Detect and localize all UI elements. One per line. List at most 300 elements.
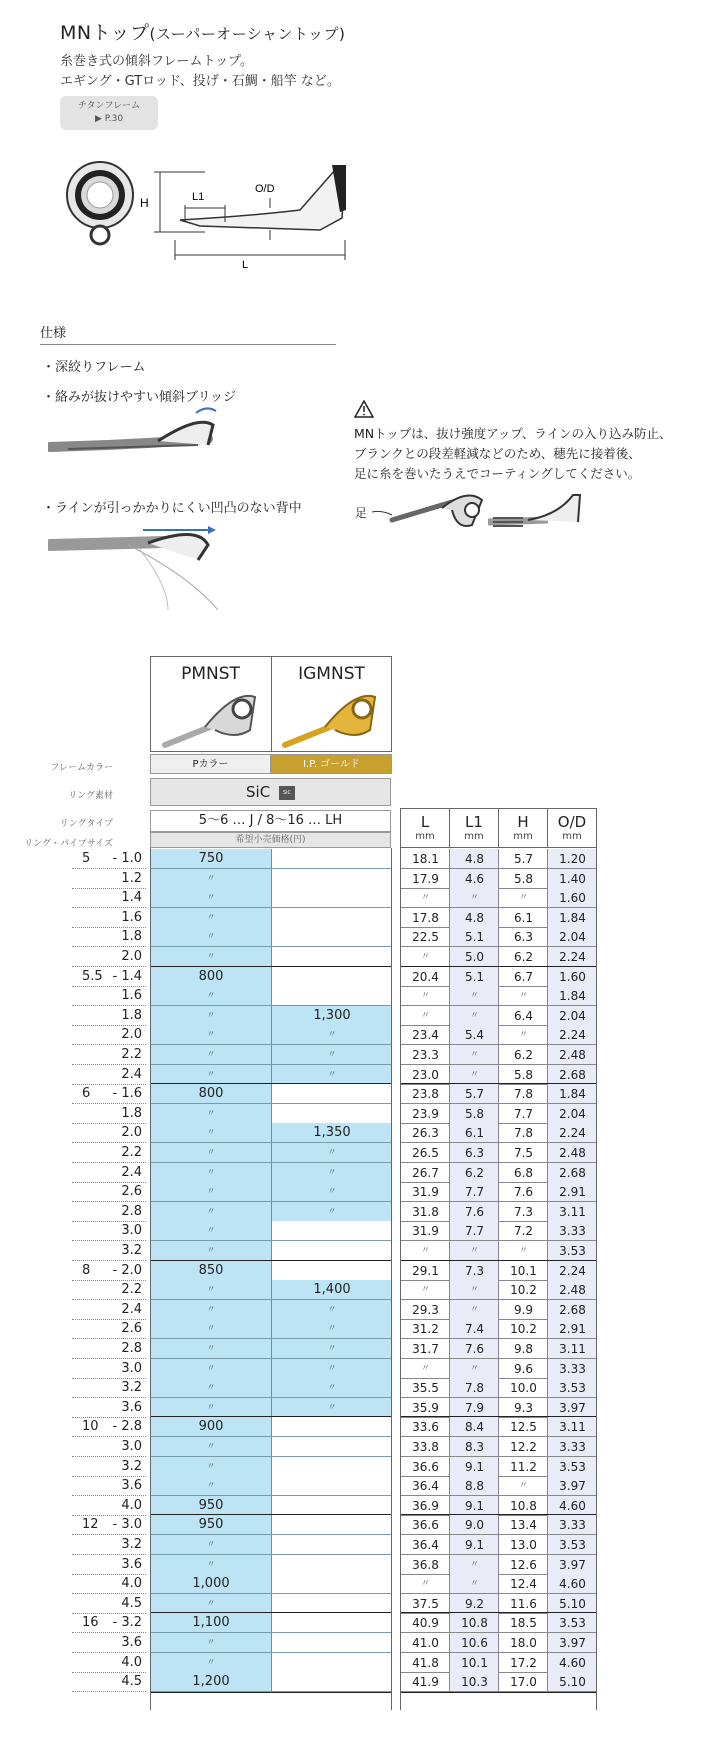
- dim-od: 4.60: [547, 1496, 597, 1516]
- pmnst-price: 1,000: [151, 1574, 271, 1594]
- dim-l1: 8.3: [449, 1437, 499, 1457]
- dim-l: 〃: [400, 1006, 450, 1026]
- dim-l: 36.4: [400, 1476, 450, 1496]
- igmnst-price: [271, 1457, 392, 1477]
- size-cell: [72, 1653, 146, 1673]
- dim-l: 31.2: [400, 1319, 450, 1339]
- pmnst-price: 〃: [151, 869, 271, 889]
- dim-od: 2.24: [547, 1123, 597, 1143]
- dim-od: 2.91: [547, 1182, 597, 1202]
- dim-l: 20.4: [400, 967, 450, 987]
- igmnst-price: 〃: [271, 1202, 392, 1222]
- pipe-size: 2.6: [121, 1321, 142, 1336]
- dim-l1: 5.4: [449, 1025, 499, 1045]
- diagram-label-l: L: [242, 259, 249, 270]
- ring-size: 8: [82, 1263, 91, 1278]
- igmnst-product-image: [280, 685, 380, 749]
- warning-icon: [354, 400, 374, 418]
- pmnst-price: 750: [151, 849, 271, 869]
- igmnst-price: 〃: [271, 1398, 392, 1418]
- dim-l: 36.4: [400, 1535, 450, 1555]
- pmnst-price: 〃: [151, 1006, 271, 1026]
- dim-l1: 4.8: [449, 849, 499, 869]
- dim-l1: 9.0: [449, 1515, 499, 1535]
- pipe-size: 3.0: [121, 1361, 142, 1376]
- pipe-size: 1.6: [121, 910, 142, 925]
- dim-od: 3.97: [547, 1633, 597, 1653]
- size-cell: [72, 1182, 146, 1202]
- igmnst-price: 1,400: [271, 1280, 392, 1300]
- label-size: リング・パイプサイズ: [24, 839, 113, 849]
- dim-od: 3.11: [547, 1339, 597, 1359]
- pmnst-price: 〃: [151, 1359, 271, 1379]
- pipe-size: - 1.0: [112, 851, 142, 866]
- dim-od: 3.53: [547, 1457, 597, 1477]
- dim-header-value: L1: [465, 813, 483, 831]
- dim-od: 2.24: [547, 947, 597, 967]
- pipe-size: 3.0: [121, 1223, 142, 1238]
- pipe-size: 4.0: [121, 1655, 142, 1670]
- dim-l: 29.3: [400, 1300, 450, 1320]
- dim-l1: 9.1: [449, 1496, 499, 1516]
- igmnst-price: 〃: [271, 1300, 392, 1320]
- size-cell: [72, 1241, 146, 1261]
- size-cell: [72, 967, 146, 987]
- igmnst-price: [271, 1221, 392, 1241]
- dim-h: 10.2: [498, 1319, 548, 1339]
- dim-od: 2.68: [547, 1065, 597, 1085]
- dim-l: 〃: [400, 1241, 450, 1261]
- guide-foot-illustration: [372, 490, 492, 540]
- dim-l: 35.9: [400, 1398, 450, 1418]
- ring-size: 6: [82, 1086, 91, 1101]
- dim-od: 3.33: [547, 1359, 597, 1379]
- igmnst-price: [271, 888, 392, 908]
- pmnst-price: 900: [151, 1417, 271, 1437]
- dim-od: 3.33: [547, 1437, 597, 1457]
- dim-l: 23.4: [400, 1025, 450, 1045]
- pipe-size: 1.2: [121, 871, 142, 886]
- dim-l1: 〃: [449, 1241, 499, 1261]
- igmnst-price: [271, 1496, 392, 1516]
- dim-h: 10.1: [498, 1261, 548, 1281]
- pipe-size: 3.6: [121, 1635, 142, 1650]
- igmnst-price: [271, 1613, 392, 1633]
- pipe-size: 2.4: [121, 1302, 142, 1317]
- dim-od: 2.24: [547, 1025, 597, 1045]
- size-cell: [72, 927, 146, 947]
- size-cell: [72, 986, 146, 1006]
- dim-od: 2.91: [547, 1319, 597, 1339]
- size-cell: [72, 849, 146, 869]
- size-cell: [72, 1437, 146, 1457]
- dim-l1: 〃: [449, 1300, 499, 1320]
- igmnst-price: [271, 849, 392, 869]
- dim-od: 3.53: [547, 1613, 597, 1633]
- pmnst-price: 〃: [151, 908, 271, 928]
- dim-h: 10.0: [498, 1378, 548, 1398]
- size-cell: [72, 1006, 146, 1026]
- pipe-size: 2.2: [121, 1282, 142, 1297]
- pmnst-price: 850: [151, 1261, 271, 1281]
- pipe-size: 2.2: [121, 1047, 142, 1062]
- dim-l: 31.7: [400, 1339, 450, 1359]
- diagram-label-l1: L1: [192, 191, 205, 203]
- pipe-size: - 2.8: [112, 1419, 142, 1434]
- dim-l: 26.5: [400, 1143, 450, 1163]
- dim-l1: 5.1: [449, 927, 499, 947]
- title-sub: (スーパーオーシャントップ): [149, 25, 346, 43]
- smooth-back-illustration: [48, 515, 228, 615]
- dim-h: 5.8: [498, 1065, 548, 1085]
- ring-material-bar: [150, 778, 391, 806]
- dim-h: 6.2: [498, 1045, 548, 1065]
- specs-divider: [40, 344, 336, 345]
- dim-l1: 10.8: [449, 1613, 499, 1633]
- igmnst-price: [271, 1241, 392, 1261]
- pipe-size: 4.5: [121, 1596, 142, 1611]
- ring-size: 5.5: [82, 969, 103, 984]
- frame-color-ip-gold: I.P. ゴールド: [271, 754, 392, 774]
- specs-heading: 仕様: [40, 326, 67, 341]
- pipe-size: 2.8: [121, 1204, 142, 1219]
- size-cell: [72, 1672, 146, 1692]
- dim-od: 1.84: [547, 986, 597, 1006]
- dim-header-unit: mm: [415, 831, 435, 842]
- pipe-size: - 3.2: [112, 1615, 142, 1630]
- dim-od: 2.48: [547, 1045, 597, 1065]
- size-cell: [72, 1261, 146, 1281]
- pipe-size: 2.4: [121, 1165, 142, 1180]
- dim-od: 5.10: [547, 1672, 597, 1692]
- dim-l: 33.6: [400, 1417, 450, 1437]
- dim-l: 26.7: [400, 1163, 450, 1183]
- bridge-illustration: [48, 405, 218, 465]
- dim-l: 23.9: [400, 1104, 450, 1124]
- size-cell: [72, 1025, 146, 1045]
- pipe-size: - 2.0: [112, 1263, 142, 1278]
- pipe-size: 2.0: [121, 1027, 142, 1042]
- dim-header-2: [498, 808, 548, 848]
- spec-bullet-2: ・絡みが抜けやすい傾斜ブリッジ: [42, 390, 236, 405]
- ring-size: 10: [82, 1419, 99, 1434]
- dim-l1: 〃: [449, 888, 499, 908]
- dim-l: 40.9: [400, 1613, 450, 1633]
- dim-h: 5.8: [498, 869, 548, 889]
- dim-od: 5.10: [547, 1594, 597, 1614]
- pipe-size: 1.4: [121, 890, 142, 905]
- dim-h: 9.9: [498, 1300, 548, 1320]
- dim-table-right-border: [596, 848, 597, 1710]
- dim-table-left-border: [400, 848, 401, 1710]
- igmnst-price: 〃: [271, 1378, 392, 1398]
- pmnst-price: 〃: [151, 888, 271, 908]
- pmnst-price: 800: [151, 1084, 271, 1104]
- pipe-size: 2.0: [121, 1125, 142, 1140]
- dim-l1: 9.1: [449, 1457, 499, 1477]
- dim-header-value: L: [420, 813, 430, 831]
- pipe-size: 1.8: [121, 1106, 142, 1121]
- dim-l: 41.8: [400, 1653, 450, 1673]
- dim-od: 2.04: [547, 1006, 597, 1026]
- size-cell: [72, 1202, 146, 1222]
- size-cell: [72, 1084, 146, 1104]
- dim-l1: 〃: [449, 1065, 499, 1085]
- pmnst-price: 〃: [151, 1339, 271, 1359]
- dim-od: 2.48: [547, 1280, 597, 1300]
- dim-l1: 9.2: [449, 1594, 499, 1614]
- dim-l: 35.5: [400, 1378, 450, 1398]
- igmnst-price: [271, 986, 392, 1006]
- dim-l1: 7.3: [449, 1261, 499, 1281]
- igmnst-price: [271, 1672, 392, 1692]
- igmnst-price: 1,300: [271, 1006, 392, 1026]
- ring-size: 5: [82, 851, 91, 866]
- pmnst-price: 800: [151, 967, 271, 987]
- pmnst-price: 〃: [151, 1555, 271, 1575]
- pipe-size: 3.6: [121, 1557, 142, 1572]
- dim-l: 〃: [400, 1574, 450, 1594]
- pipe-size: 4.0: [121, 1576, 142, 1591]
- pipe-size: 1.8: [121, 1008, 142, 1023]
- size-cell: [72, 1319, 146, 1339]
- dim-od: 2.04: [547, 1104, 597, 1124]
- dim-h: 6.1: [498, 908, 548, 928]
- dim-l1: 〃: [449, 1006, 499, 1026]
- pmnst-price: 950: [151, 1515, 271, 1535]
- igmnst-price: 〃: [271, 1319, 392, 1339]
- dim-od: 2.24: [547, 1261, 597, 1281]
- dim-h: 17.0: [498, 1672, 548, 1692]
- dim-l1: 8.8: [449, 1476, 499, 1496]
- dim-h: 6.4: [498, 1006, 548, 1026]
- dim-od: 2.68: [547, 1300, 597, 1320]
- igmnst-price: [271, 947, 392, 967]
- dim-h: 7.3: [498, 1202, 548, 1222]
- pmnst-price: 〃: [151, 1300, 271, 1320]
- dim-l: 37.5: [400, 1594, 450, 1614]
- dim-header-unit: mm: [513, 831, 533, 842]
- pipe-size: 3.6: [121, 1478, 142, 1493]
- pipe-size: 3.2: [121, 1243, 142, 1258]
- dim-od: 3.53: [547, 1378, 597, 1398]
- titanium-frame-badge[interactable]: [60, 96, 158, 130]
- dim-header-value: H: [517, 813, 529, 831]
- pipe-size: 3.2: [121, 1537, 142, 1552]
- igmnst-price: [271, 1417, 392, 1437]
- dim-l1: 7.9: [449, 1398, 499, 1418]
- size-cell: [72, 1574, 146, 1594]
- dim-l: 36.8: [400, 1555, 450, 1575]
- dim-h: 9.8: [498, 1339, 548, 1359]
- pmnst-price: 〃: [151, 1182, 271, 1202]
- size-cell: [72, 1535, 146, 1555]
- dim-h: 18.0: [498, 1633, 548, 1653]
- size-cell: [72, 1163, 146, 1183]
- dim-h: 7.5: [498, 1143, 548, 1163]
- dim-h: 5.7: [498, 849, 548, 869]
- dim-od: 3.53: [547, 1535, 597, 1555]
- dim-header-unit: mm: [562, 831, 582, 842]
- dim-l1: 7.6: [449, 1339, 499, 1359]
- dim-h: 10.2: [498, 1280, 548, 1300]
- igmnst-price: 〃: [271, 1065, 392, 1085]
- frame-color-p: Pカラー: [150, 754, 271, 774]
- foot-label: 足: [355, 506, 368, 520]
- dim-l1: 10.3: [449, 1672, 499, 1692]
- dim-h: 7.8: [498, 1084, 548, 1104]
- wrapped-guide-illustration: [488, 490, 588, 540]
- pipe-size: 1.8: [121, 929, 142, 944]
- dim-od: 3.97: [547, 1398, 597, 1418]
- dim-l1: 5.1: [449, 967, 499, 987]
- pmnst-price: 〃: [151, 1457, 271, 1477]
- dim-od: 3.33: [547, 1221, 597, 1241]
- description-1: 糸巻き式の傾斜フレームトップ。: [60, 54, 254, 69]
- pipe-size: - 3.0: [112, 1517, 142, 1532]
- page-title: [60, 18, 345, 45]
- pmnst-price: 〃: [151, 1398, 271, 1418]
- pmnst-price: 〃: [151, 1535, 271, 1555]
- size-cell: [72, 869, 146, 889]
- pmnst-price: 〃: [151, 1378, 271, 1398]
- dim-header-1: [449, 808, 499, 848]
- dim-h: 6.3: [498, 927, 548, 947]
- size-cell: [72, 1476, 146, 1496]
- label-ring-material: リング素材: [68, 791, 113, 801]
- dim-od: 4.60: [547, 1574, 597, 1594]
- dim-l: 23.0: [400, 1065, 450, 1085]
- dim-l: 〃: [400, 888, 450, 908]
- dim-h: 6.8: [498, 1163, 548, 1183]
- dim-od: 3.11: [547, 1417, 597, 1437]
- size-cell: [72, 1104, 146, 1124]
- dim-l: 〃: [400, 986, 450, 1006]
- dim-l1: 5.7: [449, 1084, 499, 1104]
- dim-header-3: [547, 808, 597, 848]
- size-cell: [72, 888, 146, 908]
- pmnst-price: 〃: [151, 1025, 271, 1045]
- dim-h: 6.2: [498, 947, 548, 967]
- dim-h: 18.5: [498, 1613, 548, 1633]
- size-cell: [72, 1280, 146, 1300]
- size-cell: [72, 1555, 146, 1575]
- guide-dimension-diagram: [50, 150, 350, 270]
- dim-l1: 4.8: [449, 908, 499, 928]
- igmnst-price: 〃: [271, 1359, 392, 1379]
- dim-l: 41.9: [400, 1672, 450, 1692]
- dim-l1: 8.4: [449, 1417, 499, 1437]
- igmnst-price: [271, 1535, 392, 1555]
- dim-h: 〃: [498, 986, 548, 1006]
- dim-od: 1.60: [547, 967, 597, 987]
- dim-od: 3.11: [547, 1202, 597, 1222]
- pipe-size: 3.0: [121, 1439, 142, 1454]
- ring-size: 16: [82, 1615, 99, 1630]
- dim-table-bottom-border: [400, 1692, 597, 1693]
- ring-type-bar: 5〜6 … J / 8〜16 … LH: [150, 810, 391, 832]
- size-cell: [72, 1378, 146, 1398]
- igmnst-price: [271, 927, 392, 947]
- dim-od: 2.48: [547, 1143, 597, 1163]
- dim-l: 26.3: [400, 1123, 450, 1143]
- dim-od: 4.60: [547, 1653, 597, 1673]
- pmnst-price: 〃: [151, 1143, 271, 1163]
- diagram-label-h: H: [140, 196, 149, 210]
- table-right-border: [391, 848, 392, 1710]
- pipe-size: 2.2: [121, 1145, 142, 1160]
- dim-od: 3.97: [547, 1555, 597, 1575]
- badge-line-2: ▶ P.30: [94, 114, 124, 124]
- igmnst-price: 〃: [271, 1182, 392, 1202]
- dim-od: 1.20: [547, 849, 597, 869]
- dim-l: 〃: [400, 947, 450, 967]
- dim-l1: 10.1: [449, 1653, 499, 1673]
- dim-od: 2.04: [547, 927, 597, 947]
- pmnst-price: 〃: [151, 1319, 271, 1339]
- dim-header-unit: mm: [464, 831, 484, 842]
- dim-l: 〃: [400, 1359, 450, 1379]
- size-cell: [72, 908, 146, 928]
- igmnst-price: [271, 1574, 392, 1594]
- igmnst-price: [271, 1515, 392, 1535]
- pmnst-price: 1,100: [151, 1613, 271, 1633]
- igmnst-price: [271, 869, 392, 889]
- dim-l1: 〃: [449, 986, 499, 1006]
- note-line-3: 足に糸を巻いたうえでコーティングしてください。: [354, 466, 641, 481]
- size-cell: [72, 1594, 146, 1614]
- dim-l: 36.6: [400, 1515, 450, 1535]
- dim-l: 31.9: [400, 1182, 450, 1202]
- igmnst-price: 〃: [271, 1025, 392, 1045]
- dim-h: 〃: [498, 1476, 548, 1496]
- size-cell: [72, 1045, 146, 1065]
- dim-h: 11.6: [498, 1594, 548, 1614]
- pmnst-product-image: [160, 685, 260, 749]
- dim-l: 〃: [400, 1280, 450, 1300]
- pmnst-price: 〃: [151, 1163, 271, 1183]
- dim-h: 7.7: [498, 1104, 548, 1124]
- dim-l: 36.6: [400, 1457, 450, 1477]
- igmnst-price: [271, 1633, 392, 1653]
- pmnst-price: 〃: [151, 986, 271, 1006]
- dim-h: 13.0: [498, 1535, 548, 1555]
- pmnst-price: 〃: [151, 1241, 271, 1261]
- dim-l1: 〃: [449, 1359, 499, 1379]
- size-cell: [72, 1496, 146, 1516]
- dim-l1: 5.0: [449, 947, 499, 967]
- pipe-size: 3.2: [121, 1380, 142, 1395]
- dim-l1: 10.6: [449, 1633, 499, 1653]
- igmnst-price: [271, 1261, 392, 1281]
- pmnst-price: 〃: [151, 1594, 271, 1614]
- size-cell: [72, 1633, 146, 1653]
- dim-l1: 6.1: [449, 1123, 499, 1143]
- sic-badge-icon: SiC: [279, 786, 295, 800]
- spec-bullet-1: ・深絞りフレーム: [42, 360, 146, 375]
- igmnst-price: [271, 1653, 392, 1673]
- size-cell: [72, 1359, 146, 1379]
- size-cell: [72, 947, 146, 967]
- pipe-size: 2.8: [121, 1341, 142, 1356]
- size-cell: [72, 1143, 146, 1163]
- dim-h: 7.6: [498, 1182, 548, 1202]
- dim-h: 〃: [498, 1241, 548, 1261]
- title-main: MNトップ: [60, 22, 150, 44]
- pmnst-price: 〃: [151, 1123, 271, 1143]
- dim-l1: 〃: [449, 1555, 499, 1575]
- dim-l: 23.3: [400, 1045, 450, 1065]
